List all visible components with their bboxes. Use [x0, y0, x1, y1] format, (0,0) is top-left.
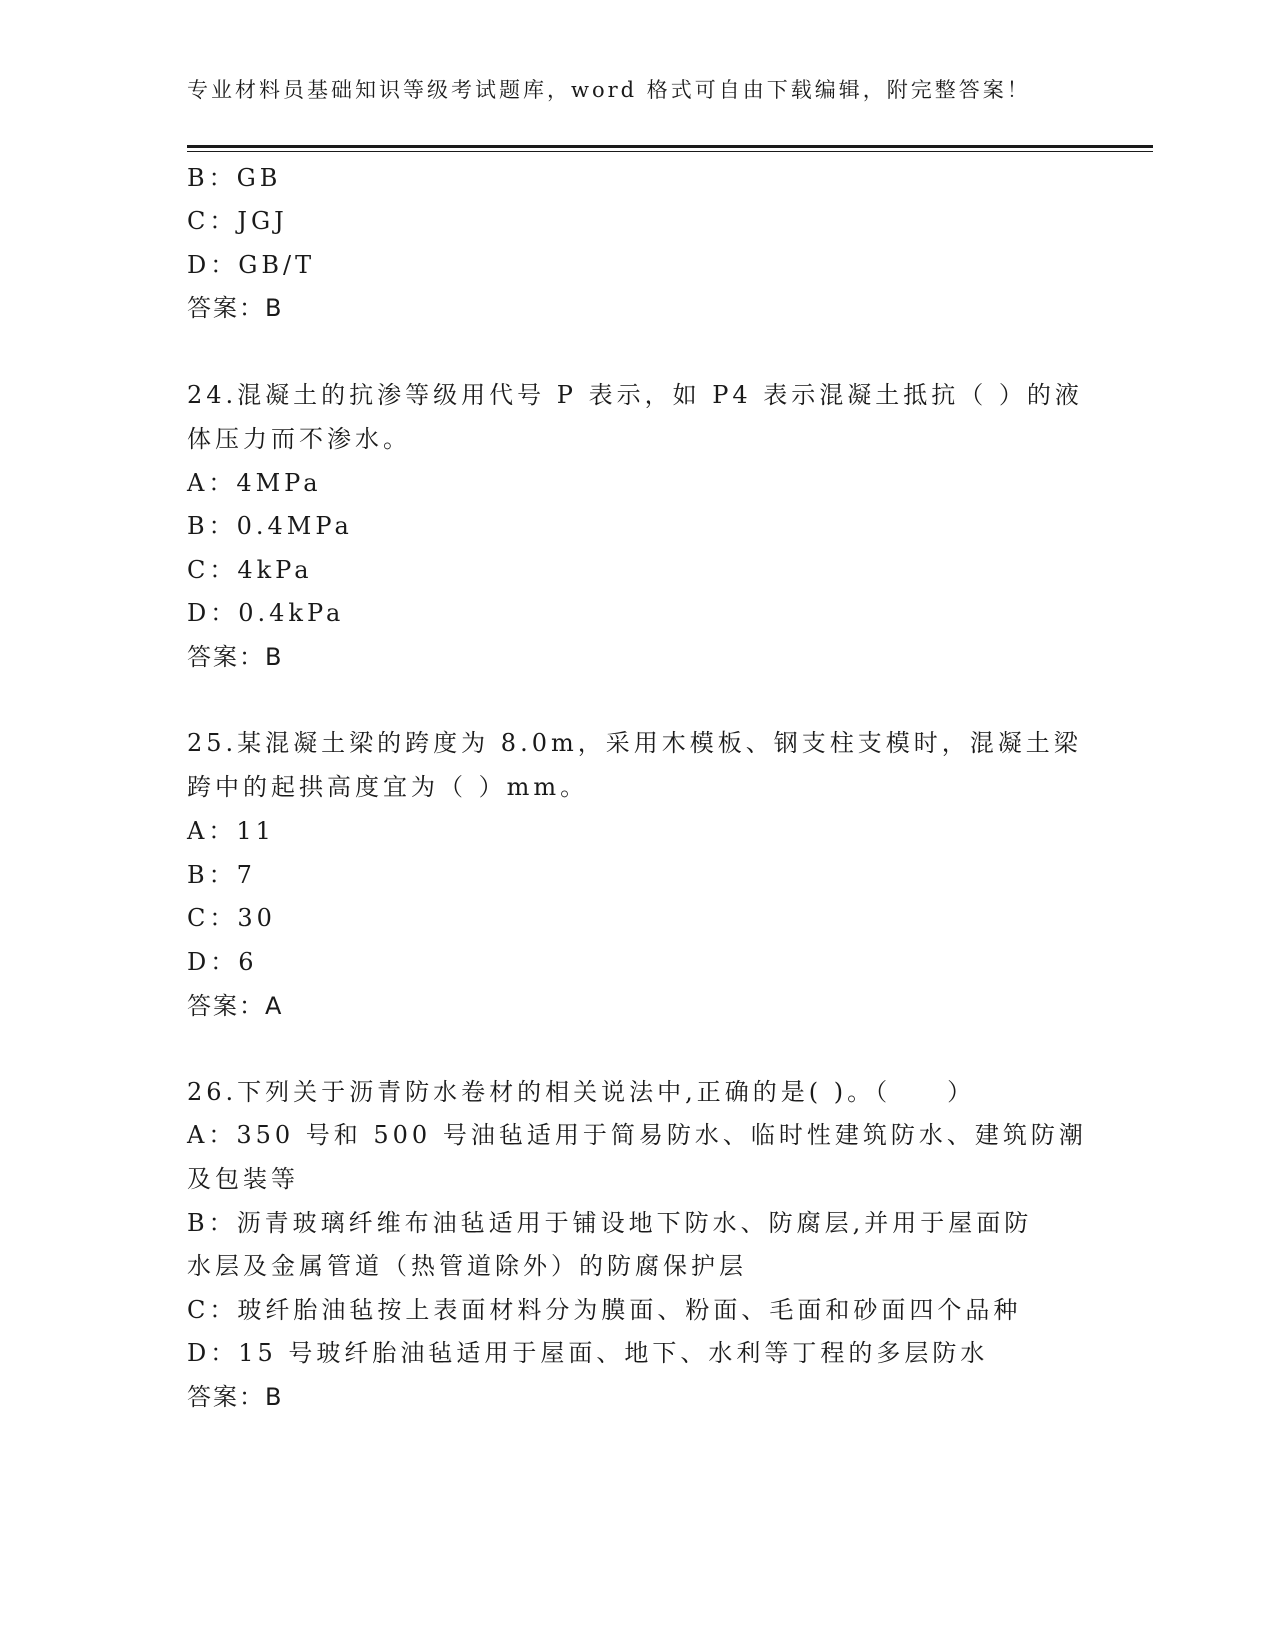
q25-answer: 答案：A — [187, 992, 284, 1020]
q25-stem-line-2: 跨中的起拱高度宜为（ ）mm。 — [187, 773, 589, 801]
q25-option-c: C：30 — [187, 904, 276, 932]
q26-option-a-line-1: A：350 号和 500 号油毡适用于简易防水、临时性建筑防水、建筑防潮 — [187, 1121, 1087, 1149]
q25-option-a: A：11 — [187, 817, 275, 845]
q26-option-a-line-2: 及包装等 — [187, 1165, 299, 1193]
q24-stem-line-1: 24.混凝土的抗渗等级用代号 P 表示，如 P4 表示混凝土抵抗（ ）的液 — [187, 381, 1083, 409]
q24-option-c: C：4kPa — [187, 556, 313, 584]
q25-stem-line-1: 25.某混凝土梁的跨度为 8.0m，采用木模板、钢支柱支模时，混凝土梁 — [187, 729, 1082, 757]
q25-option-b: B：7 — [187, 861, 256, 889]
q26-stem-line-1: 26.下列关于沥青防水卷材的相关说法中,正确的是( )。（ ） — [187, 1078, 976, 1106]
prev-option-c: C：JGJ — [187, 207, 288, 235]
q26-answer: 答案：B — [187, 1383, 284, 1411]
prev-option-b: B：GB — [187, 164, 282, 192]
q26-option-b-line-2: 水层及金属管道（热管道除外）的防腐保护层 — [187, 1252, 747, 1280]
q24-option-d: D：0.4kPa — [187, 599, 345, 627]
header-rule-thick — [187, 145, 1153, 148]
q24-option-a: A：4MPa — [187, 469, 322, 497]
q26-option-b-line-1: B：沥青玻璃纤维布油毡适用于铺设地下防水、防腐层,并用于屋面防 — [187, 1209, 1033, 1237]
q24-option-b: B：0.4MPa — [187, 512, 353, 540]
q24-stem-line-2: 体压力而不渗水。 — [187, 425, 411, 453]
q24-answer: 答案：B — [187, 643, 284, 671]
prev-answer: 答案：B — [187, 294, 284, 322]
q26-option-c: C：玻纤胎油毡按上表面材料分为膜面、粉面、毛面和砂面四个品种 — [187, 1296, 1022, 1324]
q26-option-d: D：15 号玻纤胎油毡适用于屋面、地下、水利等丁程的多层防水 — [187, 1339, 989, 1367]
header-rule-thin — [187, 151, 1153, 152]
prev-option-d: D：GB/T — [187, 251, 316, 279]
page-header: 专业材料员基础知识等级考试题库，word 格式可自由下载编辑，附完整答案！ — [187, 78, 1031, 102]
q25-option-d: D：6 — [187, 948, 258, 976]
